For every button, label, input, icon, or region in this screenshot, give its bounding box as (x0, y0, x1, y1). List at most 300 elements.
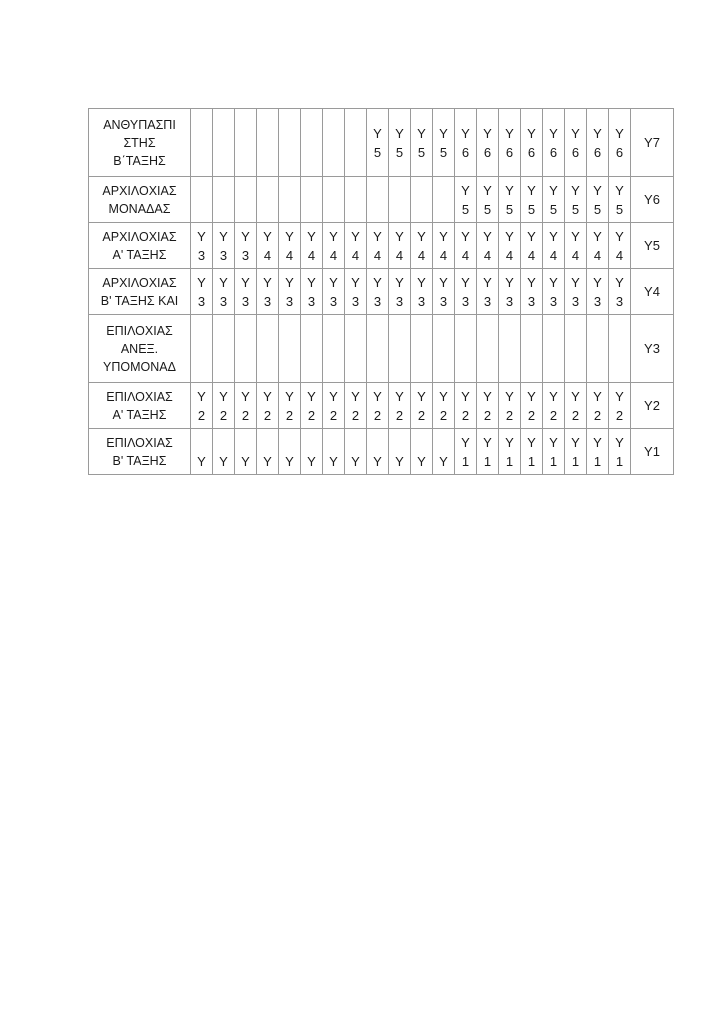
grade-cell-line: Υ (615, 228, 624, 244)
grade-cell-line: Υ (417, 388, 426, 404)
grade-cell-line: Υ (549, 182, 558, 198)
grade-cell (587, 177, 609, 223)
grade-cell (411, 269, 433, 315)
grade-cell (543, 383, 565, 429)
grade-cell (367, 383, 389, 429)
rank-label-line: ΑΝΕΞ. (120, 341, 159, 356)
grade-table-body (89, 109, 674, 475)
grade-cell (257, 315, 279, 383)
grade-cell-line (389, 433, 410, 452)
grade-cell (213, 383, 235, 429)
target-grade-cell: Υ2 (631, 383, 674, 429)
grade-cell-line: Υ (571, 434, 580, 450)
grade-cell-line: Υ (329, 274, 338, 290)
grade-cell-line: 4 (593, 247, 602, 263)
target-grade-cell: Υ1 (631, 429, 674, 475)
grade-cell-line: Υ (373, 274, 382, 290)
grade-cell (499, 177, 521, 223)
grade-cell (279, 269, 301, 315)
grade-cell (543, 429, 565, 475)
grade-cell (609, 109, 631, 177)
grade-cell-line: 4 (351, 247, 360, 263)
grade-cell-line: Υ (483, 182, 492, 198)
grade-cell-line (301, 433, 322, 452)
rank-label-line: ΕΠΙΛΟΧΙΑΣ (106, 323, 173, 338)
grade-cell-line: 2 (571, 407, 580, 423)
grade-cell-line: 3 (439, 293, 448, 309)
grade-cell (433, 429, 455, 475)
grade-cell (213, 177, 235, 223)
rank-cell (89, 315, 191, 383)
grade-cell (609, 429, 631, 475)
grade-cell-line: 5 (483, 201, 492, 217)
grade-cell (213, 315, 235, 383)
grade-cell-line: 4 (505, 247, 514, 263)
grade-cell-line: Υ (549, 274, 558, 290)
grade-cell-line: 1 (461, 453, 470, 469)
grade-cell-line: Υ (197, 388, 206, 404)
table-row (89, 109, 674, 177)
grade-cell (345, 177, 367, 223)
grade-cell-line: Υ (219, 228, 228, 244)
grade-cell-line: Υ (329, 228, 338, 244)
grade-table (88, 108, 674, 475)
grade-cell (367, 177, 389, 223)
grade-cell (213, 109, 235, 177)
table-row (89, 223, 674, 269)
grade-cell (257, 109, 279, 177)
grade-cell-line: Υ (483, 434, 492, 450)
target-grade-cell: Υ5 (631, 223, 674, 269)
grade-cell-line: 4 (527, 247, 536, 263)
grade-cell-line: Υ (329, 453, 338, 469)
grade-cell-line: Υ (417, 125, 426, 141)
grade-cell-line: Υ (439, 388, 448, 404)
grade-cell-line: Υ (593, 388, 602, 404)
grade-cell (477, 429, 499, 475)
rank-cell (89, 109, 191, 177)
grade-cell (213, 269, 235, 315)
grade-cell (301, 223, 323, 269)
grade-cell-line: Υ (219, 388, 228, 404)
grade-cell-line: 6 (505, 144, 514, 160)
grade-cell (279, 315, 301, 383)
grade-cell-line: Υ (439, 274, 448, 290)
grade-cell (323, 223, 345, 269)
grade-cell-line: 4 (395, 247, 404, 263)
grade-cell-line (411, 433, 432, 452)
grade-cell-line: Υ (483, 125, 492, 141)
grade-cell-line: Υ (593, 182, 602, 198)
grade-cell (477, 109, 499, 177)
grade-cell (411, 383, 433, 429)
grade-cell (587, 269, 609, 315)
grade-cell-line: 5 (395, 144, 404, 160)
grade-cell (543, 269, 565, 315)
grade-cell (565, 109, 587, 177)
table-row (89, 315, 674, 383)
grade-cell-line: 4 (307, 247, 316, 263)
grade-cell-line: Υ (241, 388, 250, 404)
grade-cell (235, 315, 257, 383)
grade-cell-line: Υ (593, 228, 602, 244)
grade-cell-line: Υ (505, 228, 514, 244)
rank-label-line: Α' ΤΑΞΗΣ (112, 407, 167, 422)
rank-label-line: ΣΤΗΣ (123, 135, 156, 150)
grade-cell-line: 2 (483, 407, 492, 423)
grade-cell (477, 223, 499, 269)
grade-cell-line: Υ (615, 125, 624, 141)
rank-cell (89, 223, 191, 269)
grade-cell-line: Υ (505, 274, 514, 290)
grade-cell-line: Υ (527, 434, 536, 450)
grade-cell-line: Υ (417, 228, 426, 244)
grade-cell (323, 269, 345, 315)
grade-cell-line: 3 (307, 293, 316, 309)
grade-cell (191, 269, 213, 315)
grade-cell-line: Υ (241, 228, 250, 244)
grade-cell (455, 315, 477, 383)
grade-cell-line: 1 (615, 453, 624, 469)
grade-cell-line: 2 (615, 407, 624, 423)
grade-cell (543, 315, 565, 383)
grade-cell-line: 3 (527, 293, 536, 309)
grade-cell (609, 383, 631, 429)
grade-cell-line: Υ (461, 228, 470, 244)
rank-cell (89, 269, 191, 315)
grade-cell-line: 2 (373, 407, 382, 423)
grade-cell-line: Υ (351, 228, 360, 244)
grade-cell-line: 3 (505, 293, 514, 309)
grade-cell (389, 223, 411, 269)
grade-cell-line: 3 (197, 293, 206, 309)
grade-cell-line: Υ (461, 125, 470, 141)
grade-cell-line: 3 (263, 293, 272, 309)
grade-cell (323, 383, 345, 429)
rank-label-line: ΑΡΧΙΛΟΧΙΑΣ (102, 183, 177, 198)
rank-cell (89, 383, 191, 429)
grade-cell-line: Υ (505, 125, 514, 141)
grade-cell-line: 4 (571, 247, 580, 263)
grade-cell-line: 5 (549, 201, 558, 217)
grade-cell-line: Υ (571, 182, 580, 198)
grade-cell-line: 3 (241, 247, 250, 263)
grade-cell-line: 3 (549, 293, 558, 309)
grade-cell-line: 6 (461, 144, 470, 160)
grade-cell (235, 269, 257, 315)
grade-cell (499, 109, 521, 177)
grade-cell (367, 109, 389, 177)
grade-cell-line: 4 (615, 247, 624, 263)
rank-label-line: ΥΠΟΜΟΝΑΔ (103, 359, 176, 374)
grade-cell (301, 383, 323, 429)
grade-cell-line: 2 (197, 407, 206, 423)
grade-cell-line: Υ (285, 274, 294, 290)
table-row (89, 383, 674, 429)
grade-cell (367, 223, 389, 269)
grade-cell-line (235, 433, 256, 452)
grade-cell-line: 6 (549, 144, 558, 160)
grade-cell-line: Υ (527, 388, 536, 404)
rank-label-line: ΕΠΙΛΟΧΙΑΣ (106, 435, 173, 450)
table-row (89, 429, 674, 475)
grade-cell-line: 1 (571, 453, 580, 469)
grade-cell-line (257, 433, 278, 452)
grade-cell-line: Υ (351, 388, 360, 404)
grade-cell-line: 3 (197, 247, 206, 263)
grade-cell (257, 177, 279, 223)
grade-cell-line: 3 (417, 293, 426, 309)
grade-cell-line: Υ (593, 125, 602, 141)
grade-cell-line: Υ (307, 274, 316, 290)
grade-cell-line: 6 (593, 144, 602, 160)
grade-cell-line: Υ (571, 274, 580, 290)
grade-cell (367, 315, 389, 383)
grade-cell (565, 223, 587, 269)
grade-cell-line (433, 433, 454, 452)
grade-cell-line: 4 (285, 247, 294, 263)
grade-cell (433, 109, 455, 177)
grade-cell (235, 383, 257, 429)
grade-cell-line (345, 433, 366, 452)
target-grade-cell: Υ4 (631, 269, 674, 315)
grade-cell (235, 223, 257, 269)
grade-cell-line: 4 (461, 247, 470, 263)
grade-cell (389, 269, 411, 315)
grade-cell-line: Υ (219, 453, 228, 469)
grade-cell (455, 429, 477, 475)
grade-cell (455, 109, 477, 177)
grade-cell-line: 2 (461, 407, 470, 423)
grade-cell-line: 1 (593, 453, 602, 469)
rank-label-line: Β' ΤΑΞΗΣ (112, 453, 167, 468)
grade-cell-line: 2 (263, 407, 272, 423)
grade-cell-line: 6 (483, 144, 492, 160)
rank-label-line: Β΄ΤΑΞΗΣ (113, 153, 166, 168)
grade-cell (323, 177, 345, 223)
grade-cell (411, 109, 433, 177)
grade-cell (565, 177, 587, 223)
grade-cell (499, 315, 521, 383)
grade-cell-line: Υ (395, 125, 404, 141)
grade-cell-line: Υ (263, 453, 272, 469)
grade-cell (477, 315, 499, 383)
grade-cell (367, 429, 389, 475)
grade-cell-line: Υ (527, 228, 536, 244)
grade-cell-line: 2 (329, 407, 338, 423)
grade-cell-line (191, 433, 212, 452)
grade-cell (565, 429, 587, 475)
grade-cell-line: Υ (395, 274, 404, 290)
grade-cell-line: Υ (615, 182, 624, 198)
grade-cell-line: Υ (461, 274, 470, 290)
rank-label-line: ΑΡΧΙΛΟΧΙΑΣ (102, 229, 177, 244)
grade-cell-line: 4 (417, 247, 426, 263)
grade-cell (191, 315, 213, 383)
grade-cell-line: 4 (439, 247, 448, 263)
grade-cell-line: Υ (527, 125, 536, 141)
grade-cell-line: 5 (571, 201, 580, 217)
grade-cell-line: 3 (285, 293, 294, 309)
grade-cell-line: 2 (285, 407, 294, 423)
grade-cell-line: 3 (395, 293, 404, 309)
grade-cell-line: 1 (527, 453, 536, 469)
grade-cell (433, 269, 455, 315)
grade-cell (345, 315, 367, 383)
grade-cell (257, 223, 279, 269)
grade-cell-line: Υ (219, 274, 228, 290)
grade-cell (477, 383, 499, 429)
grade-cell (323, 315, 345, 383)
grade-cell (521, 177, 543, 223)
grade-cell (367, 269, 389, 315)
grade-cell (433, 315, 455, 383)
grade-cell (521, 269, 543, 315)
grade-cell-line: Υ (417, 274, 426, 290)
grade-cell (257, 383, 279, 429)
grade-cell-line: Υ (373, 228, 382, 244)
grade-cell-line: Υ (373, 388, 382, 404)
grade-cell-line: 1 (505, 453, 514, 469)
grade-cell (301, 269, 323, 315)
grade-cell (345, 383, 367, 429)
grade-cell (191, 109, 213, 177)
rank-label-line: ΕΠΙΛΟΧΙΑΣ (106, 389, 173, 404)
rank-label-line: Α' ΤΑΞΗΣ (112, 247, 167, 262)
grade-cell-line: Υ (571, 228, 580, 244)
grade-cell-line: 5 (593, 201, 602, 217)
grade-cell (433, 223, 455, 269)
grade-cell (279, 383, 301, 429)
grade-cell-line: Υ (461, 182, 470, 198)
grade-cell (565, 383, 587, 429)
grade-cell-line: Υ (593, 274, 602, 290)
grade-cell (543, 109, 565, 177)
grade-cell (543, 223, 565, 269)
grade-cell (389, 429, 411, 475)
grade-cell (455, 223, 477, 269)
grade-cell-line: Υ (263, 388, 272, 404)
grade-cell-line: 2 (593, 407, 602, 423)
grade-cell-line: Υ (241, 274, 250, 290)
grade-cell-line: 2 (219, 407, 228, 423)
grade-cell-line: Υ (483, 228, 492, 244)
grade-cell-line: Υ (285, 228, 294, 244)
grade-cell-line: Υ (263, 228, 272, 244)
grade-cell (411, 429, 433, 475)
grade-cell-line: 3 (373, 293, 382, 309)
grade-cell-line: 6 (571, 144, 580, 160)
grade-cell-line: Υ (439, 228, 448, 244)
grade-cell-line: Υ (483, 274, 492, 290)
target-grade-cell: Υ3 (631, 315, 674, 383)
grade-cell-line: Υ (417, 453, 426, 469)
grade-cell (389, 383, 411, 429)
grade-cell (609, 269, 631, 315)
grade-cell-line: 5 (615, 201, 624, 217)
grade-cell (499, 383, 521, 429)
grade-cell-line: 4 (263, 247, 272, 263)
grade-cell-line: Υ (549, 228, 558, 244)
grade-cell (411, 177, 433, 223)
grade-cell-line: Υ (505, 434, 514, 450)
rank-cell (89, 177, 191, 223)
grade-cell-line: Υ (351, 274, 360, 290)
grade-cell (499, 223, 521, 269)
grade-cell-line: Υ (307, 453, 316, 469)
grade-cell (455, 177, 477, 223)
grade-cell-line: 2 (241, 407, 250, 423)
grade-cell (433, 383, 455, 429)
grade-cell (279, 109, 301, 177)
grade-cell-line: Υ (461, 434, 470, 450)
grade-cell-line: Υ (615, 434, 624, 450)
grade-cell-line: Υ (571, 388, 580, 404)
grade-cell (521, 315, 543, 383)
grade-cell (499, 269, 521, 315)
rank-label-line: ΜΟΝΑΔΑΣ (108, 201, 171, 216)
grade-cell (587, 429, 609, 475)
grade-cell-line: 3 (351, 293, 360, 309)
rank-cell (89, 429, 191, 475)
grade-cell (345, 269, 367, 315)
rank-label-line: ΑΝΘΥΠΑΣΠΙ (103, 117, 176, 132)
grade-cell (521, 223, 543, 269)
grade-cell-line: Υ (549, 434, 558, 450)
grade-cell (389, 315, 411, 383)
grade-cell-line: 4 (329, 247, 338, 263)
grade-cell (257, 269, 279, 315)
grade-cell (323, 429, 345, 475)
grade-cell-line: 3 (483, 293, 492, 309)
grade-cell-line: 5 (527, 201, 536, 217)
grade-cell (565, 315, 587, 383)
grade-cell (345, 109, 367, 177)
grade-cell (345, 429, 367, 475)
grade-cell-line: Υ (439, 453, 448, 469)
grade-cell (389, 109, 411, 177)
grade-cell (521, 429, 543, 475)
rank-label-line: ΑΡΧΙΛΟΧΙΑΣ (102, 275, 177, 290)
grade-cell-line: Υ (285, 453, 294, 469)
grade-cell-line: Υ (395, 228, 404, 244)
grade-cell (279, 429, 301, 475)
grade-cell-line: 5 (439, 144, 448, 160)
grade-cell (213, 223, 235, 269)
grade-cell (301, 177, 323, 223)
grade-cell-line: 4 (483, 247, 492, 263)
grade-cell-line: 1 (483, 453, 492, 469)
grade-cell (191, 177, 213, 223)
grade-cell (609, 315, 631, 383)
grade-cell-line: Υ (197, 274, 206, 290)
grade-cell (433, 177, 455, 223)
grade-cell-line: 5 (505, 201, 514, 217)
grade-cell-line: Υ (593, 434, 602, 450)
rank-label-line: Β' ΤΑΞΗΣ ΚΑΙ (100, 293, 179, 308)
grade-cell (411, 315, 433, 383)
grade-cell-line: Υ (439, 125, 448, 141)
target-grade-cell: Υ6 (631, 177, 674, 223)
table-row (89, 269, 674, 315)
grade-cell-line: Υ (571, 125, 580, 141)
grade-cell-line: 3 (615, 293, 624, 309)
grade-cell-line: 2 (505, 407, 514, 423)
grade-cell-line: 2 (417, 407, 426, 423)
grade-cell-line: 3 (461, 293, 470, 309)
grade-cell (235, 177, 257, 223)
grade-cell-line: 3 (329, 293, 338, 309)
